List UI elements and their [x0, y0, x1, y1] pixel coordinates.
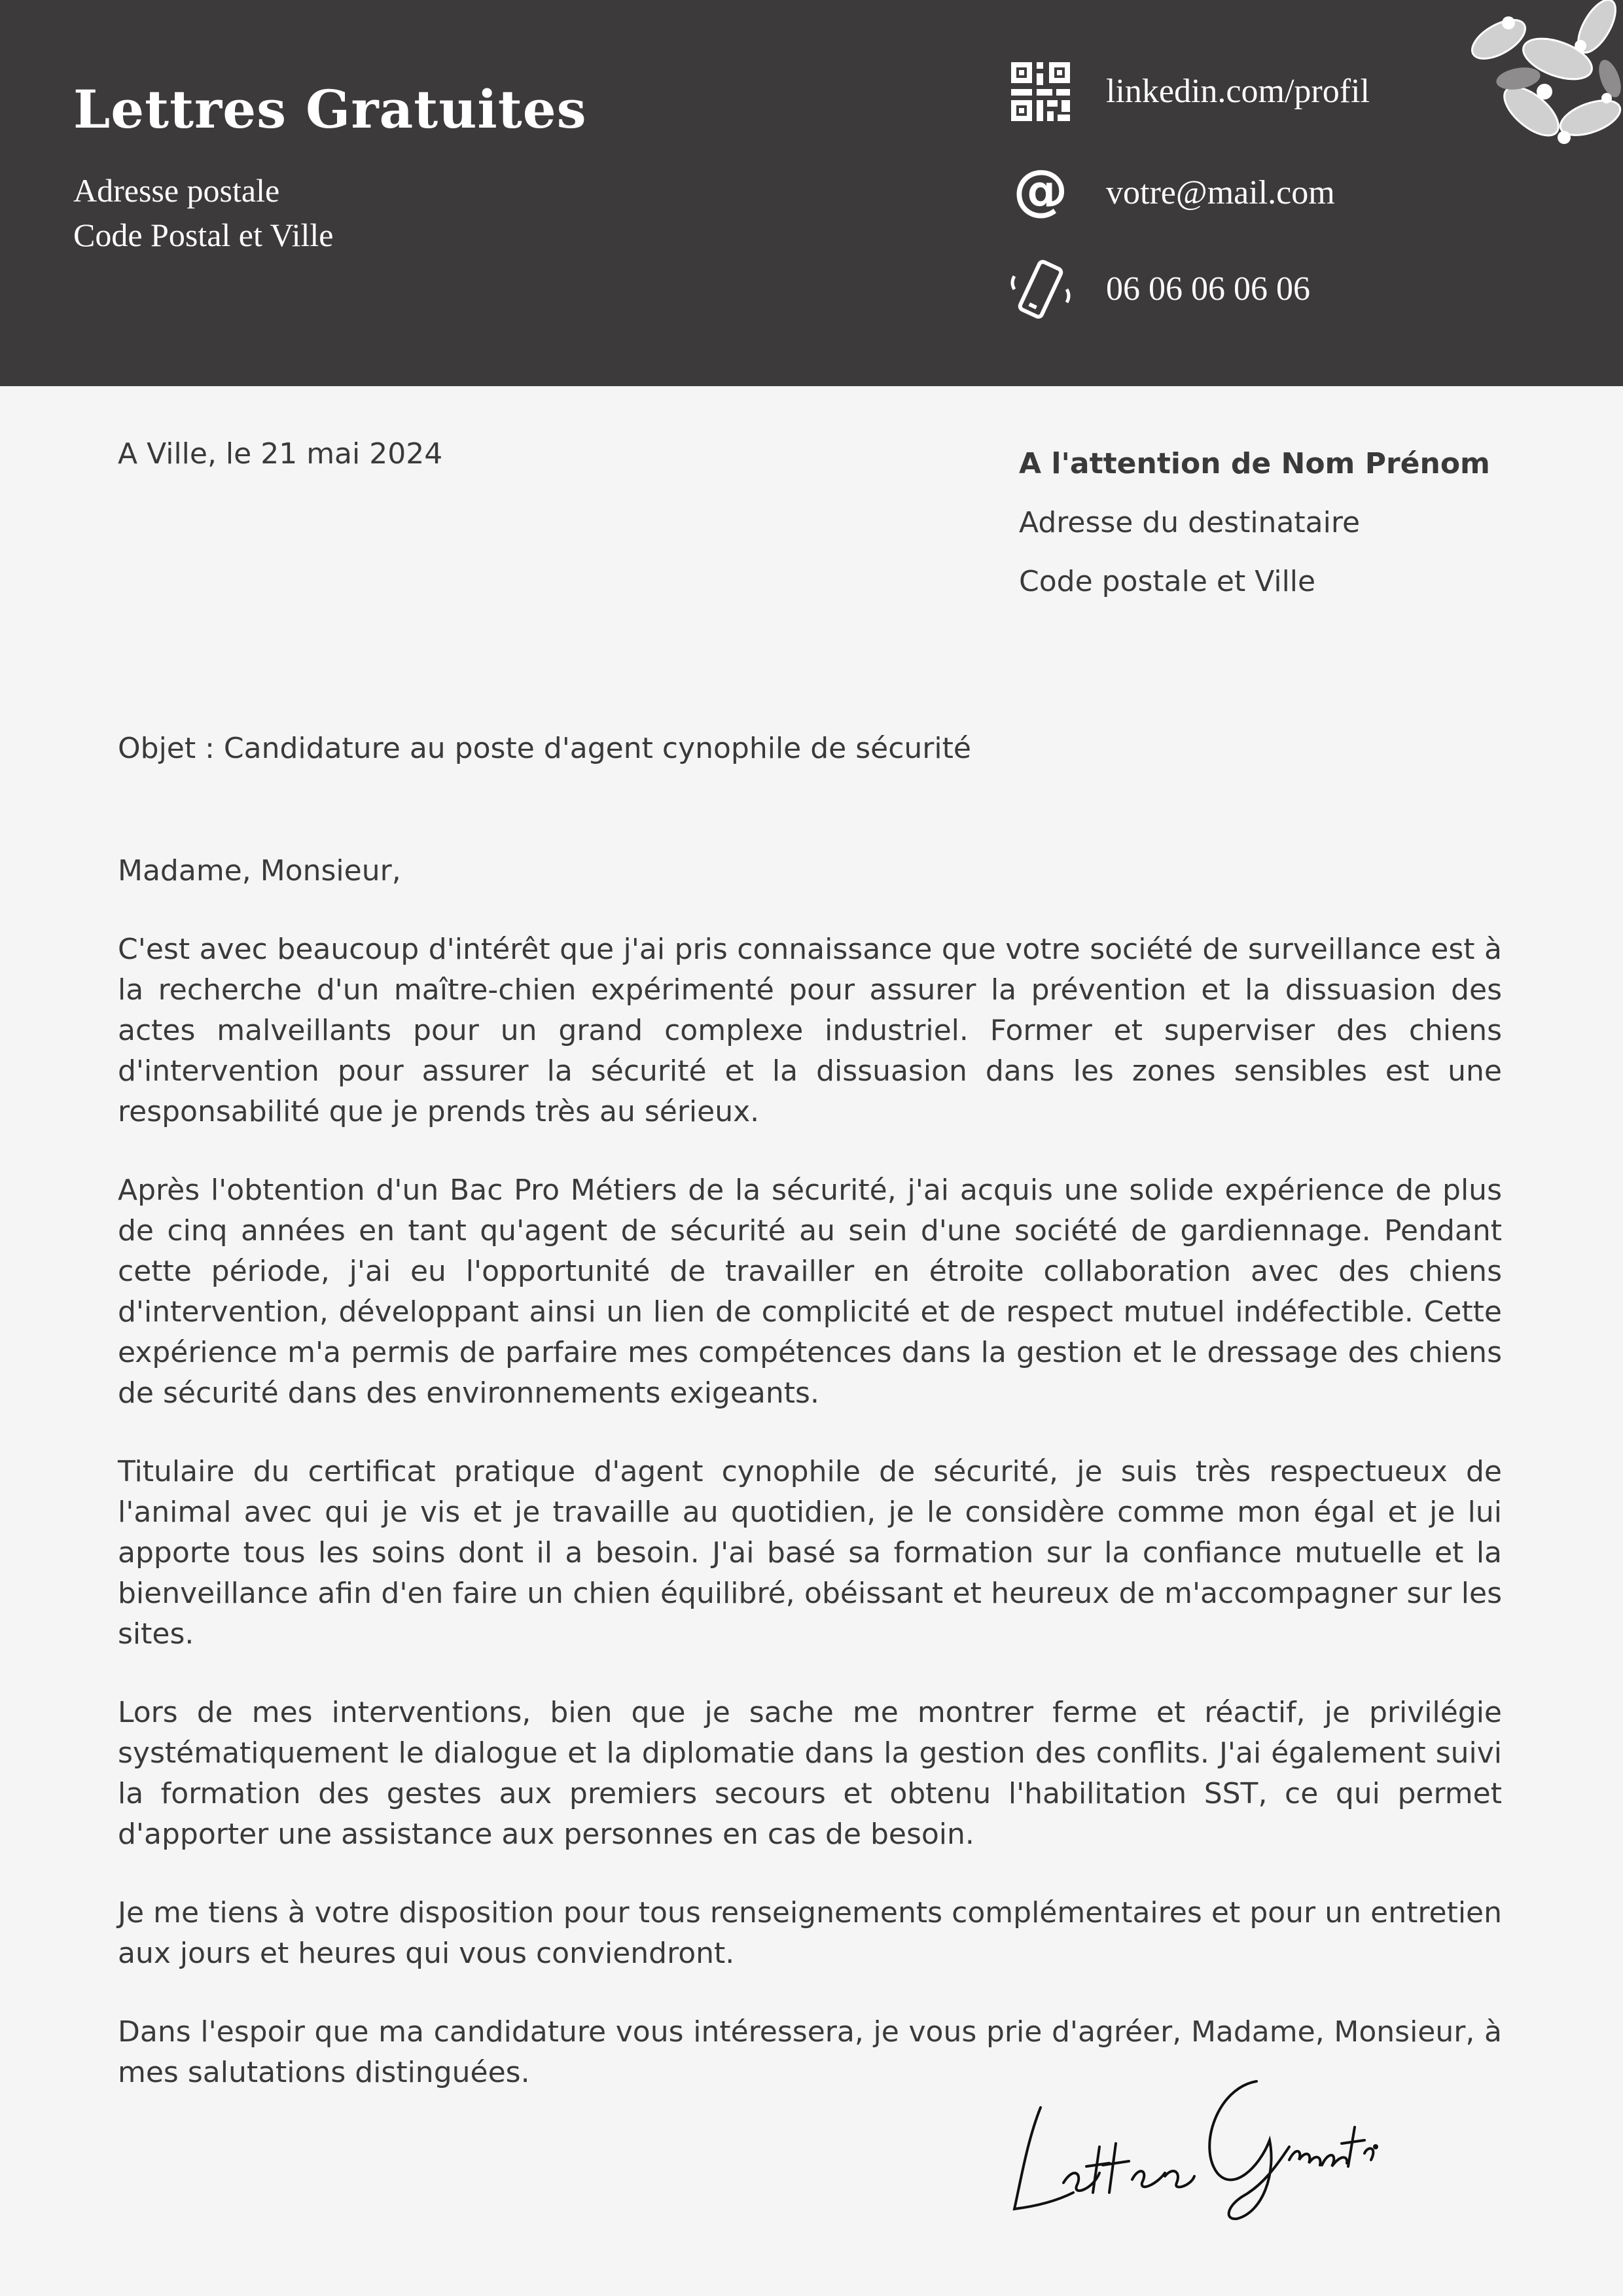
- flower-decoration-icon: [1459, 0, 1623, 157]
- body-paragraph-4: Lors de mes interventions, bien que je sache me montrer ferme et réactif, je privilégie systématiquement le dialogue et la diplomatie dans la gestion des conflits. J'ai également suivi la formation des gestes aux premiers secours et obtenu l'habilitation SST, ce qui permet d'apporter une assistance aux personnes en cas de besoin.: [118, 1696, 1502, 1851]
- sender-city: Code Postal et Ville: [73, 217, 334, 253]
- linkedin-text: linkedin.com/profil: [1106, 73, 1370, 110]
- body-paragraph-6: Dans l'espoir que ma candidature vous intéressera, je vous prie d'agréer, Madame, Monsieur, à mes salutations distinguées.: [118, 2015, 1502, 2089]
- phone-icon: [1008, 257, 1073, 322]
- svg-text:@: @: [1013, 160, 1068, 222]
- recipient-address: Adresse du destinataire: [1019, 506, 1361, 539]
- at-sign-icon: [1008, 160, 1073, 226]
- body-paragraph-3: Titulaire du certificat pratique d'agent cynophile de sécurité, je suis très respectueux de l'animal avec qui je vis et je travaille au quotidien, je le considère comme mon égal et je lui apporte tous les soins dont il a besoin. J'ai basé sa formation sur la confiance mutuelle et la bienveillance afin d'en faire un chien équilibré, obéissant et heureux de m'accompagner sur les sites.: [118, 1455, 1502, 1651]
- sender-address: Adresse postale: [73, 172, 280, 209]
- body-paragraph-5: Je me tiens à votre disposition pour tous renseignements complémentaires et pour un entretien aux jours et heures qui vous conviendront.: [118, 1896, 1502, 1970]
- recipient-attention: A l'attention de Nom Prénom: [1019, 447, 1490, 480]
- sender-name: Lettres Gratuites: [73, 79, 587, 140]
- letter-body: [118, 851, 1502, 2131]
- email-text: votre@mail.com: [1106, 174, 1335, 211]
- qr-code-icon: [1008, 59, 1073, 124]
- letter-header: [0, 0, 1623, 386]
- recipient-city: Code postale et Ville: [1019, 565, 1316, 598]
- letter-date: A Ville, le 21 mai 2024: [118, 437, 443, 471]
- recipient-block: [1019, 435, 1490, 611]
- phone-text: 06 06 06 06 06: [1106, 270, 1310, 308]
- body-paragraph-1: C'est avec beaucoup d'intérêt que j'ai pris connaissance que votre société de surveillance est à la recherche d'un maître-chien expérimenté pour assurer la prévention et la dissuasion des actes malveillants pour un grand complexe industriel. Former et superviser des chiens d'intervention pour assurer la sécurité et la dissuasion dans les zones sensibles est une responsabilité que je prends très au sérieux.: [118, 933, 1502, 1128]
- handwritten-signature: [1001, 2068, 1381, 2225]
- body-paragraph-2: Après l'obtention d'un Bac Pro Métiers de la sécurité, j'ai acquis une solide expérience de plus de cinq années en tant qu'agent de sécurité au sein d'une société de gardiennage. Pendant cette période, j'ai eu l'opportunité de travailler en étroite collaboration avec des chiens d'intervention, développant ainsi un lien de complicité et de respect mutuel indéfectible. Cette expérience m'a permis de parfaire mes compétences dans la gestion et le dressage des chiens de sécurité dans des environnements exigeants.: [118, 1174, 1502, 1410]
- salutation: Madame, Monsieur,: [118, 854, 401, 888]
- letter-object: Objet : Candidature au poste d'agent cynophile de sécurité: [118, 732, 971, 765]
